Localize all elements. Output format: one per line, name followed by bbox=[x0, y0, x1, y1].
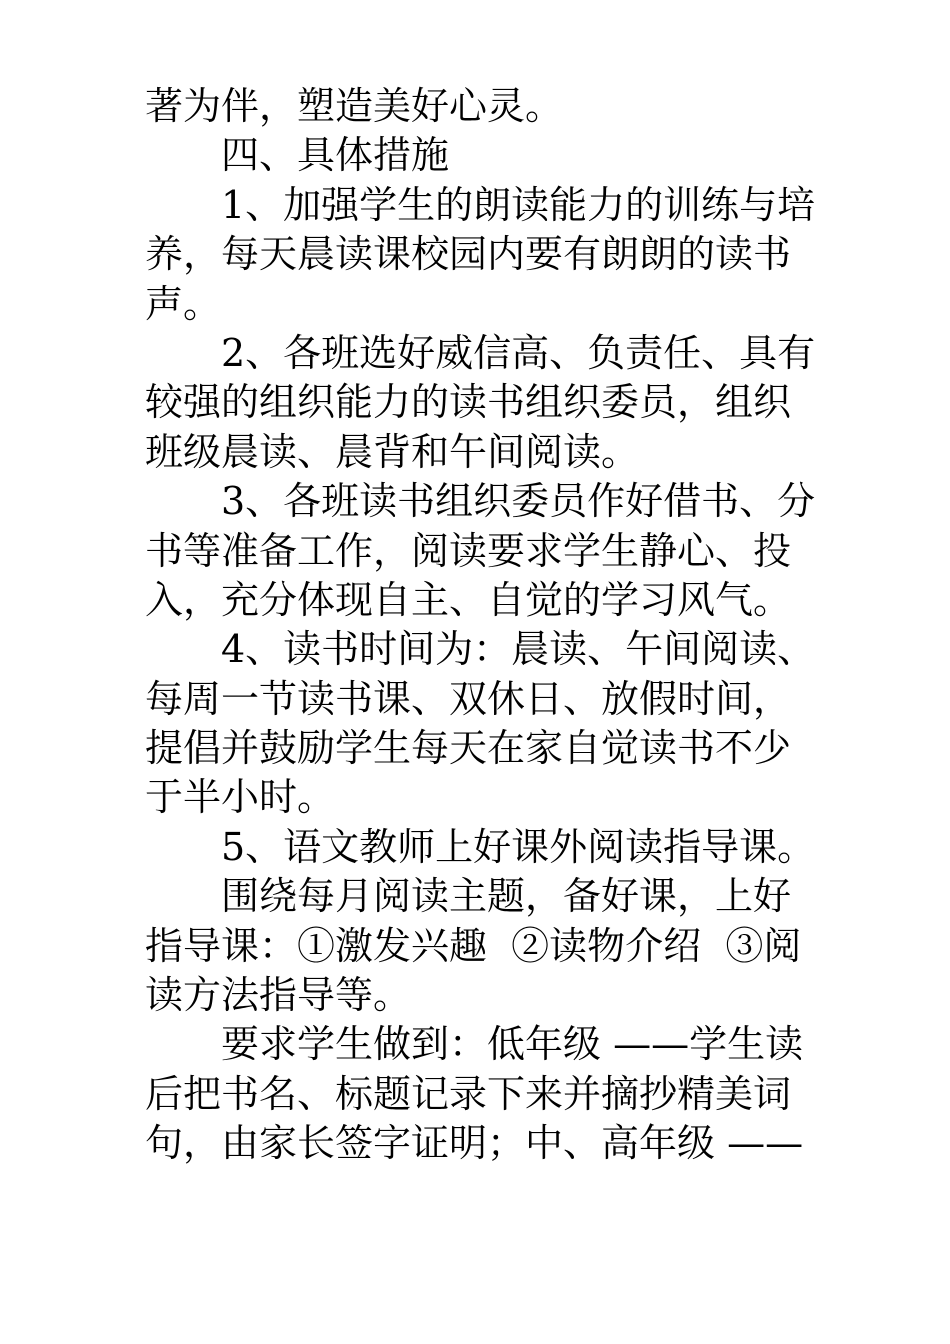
text-line: 5、语文教师上好课外阅读指导课。 bbox=[221, 824, 816, 869]
text-line: 班级晨读、晨背和午间阅读。 bbox=[145, 429, 640, 474]
text-line: 声。 bbox=[145, 281, 222, 326]
text-line: 养，每天晨读课校园内要有朗朗的读书 bbox=[145, 232, 792, 277]
text-line: 句，由家长签字证明；中、高年级 —— bbox=[145, 1121, 804, 1166]
text-line: 于半小时。 bbox=[145, 775, 336, 820]
text-line: 3、各班读书组织委员作好借书、分 bbox=[221, 479, 816, 524]
text-line: 4、读书时间为：晨读、午间阅读、 bbox=[221, 627, 816, 672]
text-line: 指导课：①激发兴趣 ②读物介绍 ③阅 bbox=[145, 923, 802, 968]
text-line: 书等准备工作，阅读要求学生静心、投 bbox=[145, 528, 792, 573]
text-line: 2、各班选好威信高、负责任、具有 bbox=[221, 330, 816, 375]
text-line: 提倡并鼓励学生每天在家自觉读书不少 bbox=[145, 726, 792, 771]
text-line: 1、加强学生的朗读能力的训练与培 bbox=[221, 182, 816, 227]
text-line: 入，充分体现自主、自觉的学习风气。 bbox=[145, 577, 792, 622]
text-line: 要求学生做到：低年级 ——学生读 bbox=[221, 1022, 804, 1067]
document-body bbox=[145, 82, 816, 1169]
text-line: 围绕每月阅读主题，备好课，上好 bbox=[221, 874, 792, 919]
text-line: 后把书名、标题记录下来并摘抄精美词 bbox=[145, 1071, 792, 1116]
text-line: 读方法指导等。 bbox=[145, 973, 412, 1018]
text-line: 较强的组织能力的读书组织委员，组织 bbox=[145, 380, 792, 425]
section-heading: 四、具体措施 bbox=[221, 133, 450, 178]
text-line: 每周一节读书课、双休日、放假时间， bbox=[145, 676, 792, 721]
text-line: 著为伴，塑造美好心灵。 bbox=[145, 84, 564, 128]
